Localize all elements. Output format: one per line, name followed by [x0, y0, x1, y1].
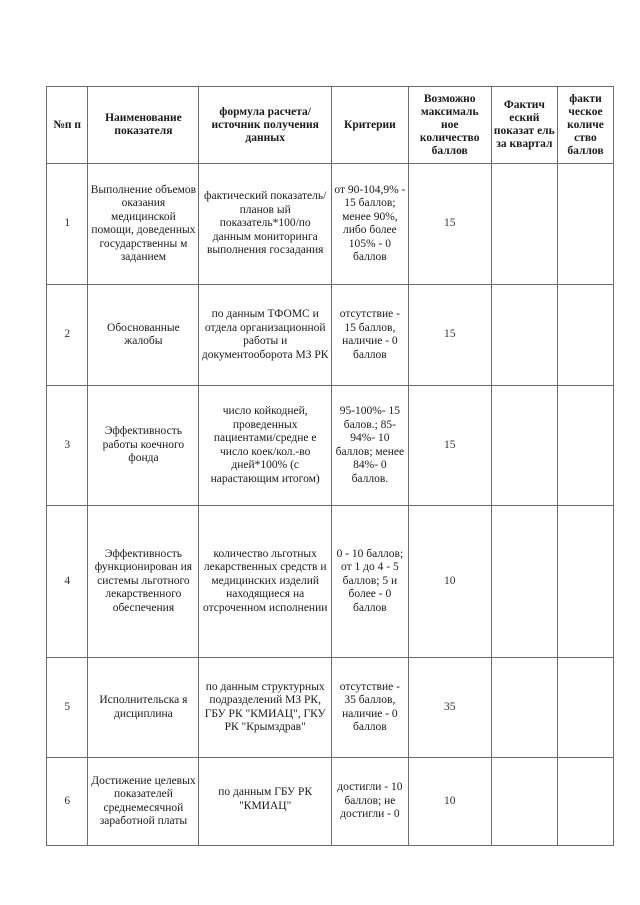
- header-formula: формула расчета/источник получения данных: [199, 87, 332, 164]
- actual-indicator-cell: [491, 164, 557, 285]
- indicator-name: Эффективность функционирован ия системы льготного лекарственного обеспечения: [88, 506, 199, 658]
- actual-indicator-cell: [491, 658, 557, 758]
- indicator-criteria: 95-100%- 15 балов.; 85-94%- 10 баллов; менее 84%- 0 баллов.: [332, 386, 409, 506]
- header-criteria: Критерии: [332, 87, 409, 164]
- actual-indicator-cell: [491, 285, 557, 386]
- header-number: №п п: [47, 87, 88, 164]
- indicator-name: Выполнение объемов оказания медицинской помощи, доведенных государственны м заданием: [88, 164, 199, 285]
- table-header-row: [47, 87, 614, 164]
- max-points: 10: [408, 758, 491, 846]
- indicator-formula: по данным структурных подразделений МЗ РК, ГБУ РК "КМИАЦ", ГКУ РК "Крымздрав": [199, 658, 332, 758]
- actual-points-cell: [557, 758, 613, 846]
- row-number: 1: [47, 164, 88, 285]
- max-points: 15: [408, 285, 491, 386]
- table-row: [47, 386, 614, 506]
- actual-points-cell: [557, 164, 613, 285]
- max-points: 35: [408, 658, 491, 758]
- indicator-name: Достижение целевых показателей среднемесячной заработной платы: [88, 758, 199, 846]
- indicator-formula: число койкодней, проведенных пациентами/средне е число коек/кол.-во дней*100% (с нарастающим итогом): [199, 386, 332, 506]
- actual-indicator-cell: [491, 758, 557, 846]
- indicator-name: Исполнительска я дисциплина: [88, 658, 199, 758]
- indicator-formula: фактический показатель/планов ый показатель*100/по данным мониторинга выполнения госзадания: [199, 164, 332, 285]
- max-points: 15: [408, 386, 491, 506]
- actual-points-cell: [557, 386, 613, 506]
- row-number: 3: [47, 386, 88, 506]
- header-max-points: Возможно максималь ное количество баллов: [408, 87, 491, 164]
- row-number: 4: [47, 506, 88, 658]
- header-indicator-name: Наименование показателя: [88, 87, 199, 164]
- indicator-criteria: от 90-104,9% - 15 баллов; менее 90%, либо более 105% - 0 баллов: [332, 164, 409, 285]
- actual-points-cell: [557, 285, 613, 386]
- table-row: [47, 285, 614, 386]
- max-points: 10: [408, 506, 491, 658]
- table-row: [47, 658, 614, 758]
- actual-points-cell: [557, 658, 613, 758]
- header-actual-indicator: Фактич еский показат ель за квартал: [491, 87, 557, 164]
- table-row: [47, 506, 614, 658]
- row-number: 5: [47, 658, 88, 758]
- actual-indicator-cell: [491, 386, 557, 506]
- indicator-formula: по данным ТФОМС и отдела организационной работы и документооборота МЗ РК: [199, 285, 332, 386]
- max-points: 15: [408, 164, 491, 285]
- row-number: 6: [47, 758, 88, 846]
- actual-indicator-cell: [491, 506, 557, 658]
- indicator-criteria: достигли - 10 баллов; не достигли - 0: [332, 758, 409, 846]
- table-row: [47, 164, 614, 285]
- row-number: 2: [47, 285, 88, 386]
- indicator-criteria: отсутствие - 35 баллов, наличие - 0 баллов: [332, 658, 409, 758]
- header-actual-points: факти ческое количе ство баллов: [557, 87, 613, 164]
- indicator-formula: количество льготных лекарственных средств и медицинских изделий находящиеся на отсроченном исполнении: [199, 506, 332, 658]
- indicator-criteria: 0 - 10 баллов; от 1 до 4 - 5 баллов; 5 и более - 0 баллов: [332, 506, 409, 658]
- indicator-formula: по данным ГБУ РК "КМИАЦ": [199, 758, 332, 846]
- table-row: [47, 758, 614, 846]
- indicator-criteria: отсутствие - 15 баллов, наличие - 0 баллов: [332, 285, 409, 386]
- indicator-name: Эффективность работы коечного фонда: [88, 386, 199, 506]
- actual-points-cell: [557, 506, 613, 658]
- indicator-name: Обоснованные жалобы: [88, 285, 199, 386]
- indicators-table: [46, 86, 614, 846]
